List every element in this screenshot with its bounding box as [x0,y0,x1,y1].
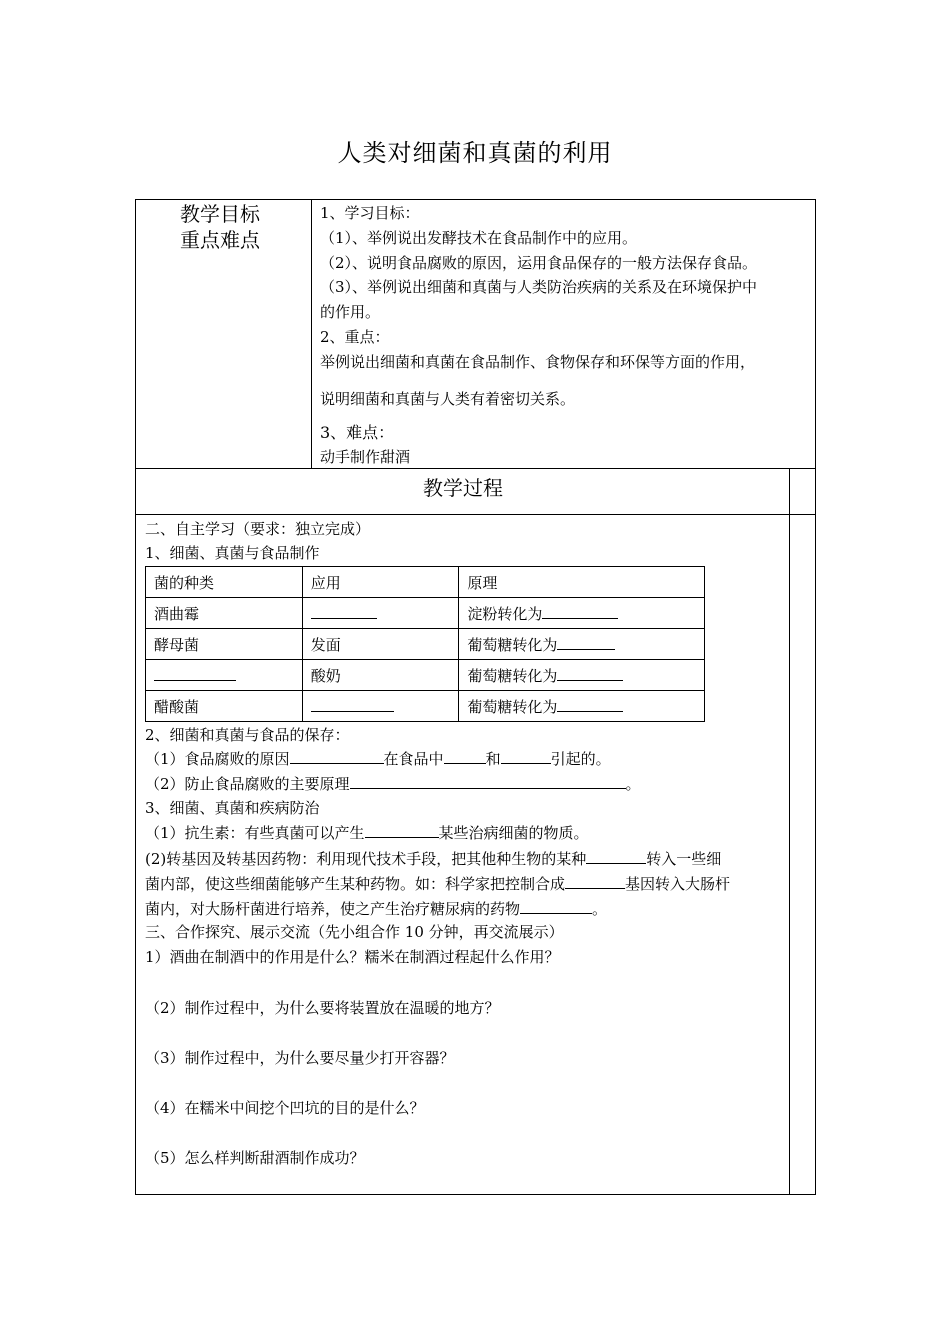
table-row [146,691,705,722]
blank-field[interactable] [146,660,303,691]
table-cell [459,629,705,660]
table-cell: 醋酸菌 [146,691,303,722]
line-text: 。 [592,900,608,918]
cell-text: 淀粉转化为 [467,604,543,623]
table-header-row [146,567,705,598]
key-point-1: 举例说出细菌和真菌在食品制作、食物保存和环保等方面的作用， [320,353,756,371]
objectives-label-1: 教学目标 [180,202,260,226]
table-row [146,598,705,629]
table-cell [459,660,705,691]
table-cell: 酸奶 [302,660,459,691]
line-text: 菌内，对大肠杆菌进行培养，使之产生治疗糖尿病的药物 [145,900,521,918]
spoilage-cause-line [145,749,611,769]
question-2: （2）制作过程中，为什么要将装置放在温暖的地方？ [145,999,500,1017]
table-cell: 发面 [302,629,459,660]
cell-text: 葡萄糖转化为 [467,697,558,716]
table-row [146,660,705,691]
table-header-cell: 应用 [302,567,459,598]
blank-field[interactable] [290,749,384,764]
blank-field[interactable] [365,823,439,838]
cell-text: 葡萄糖转化为 [467,666,558,685]
question-1: 1）酒曲在制酒中的作用是什么？糯米在制酒过程起什么作用？ [145,948,560,966]
line-text: 某些治病细菌的物质。 [438,824,589,842]
line-text: （1）食品腐败的原因 [145,750,290,768]
line-text: 基因转入大肠杆 [625,875,731,893]
table-cell [459,691,705,722]
blank-field[interactable] [586,849,646,864]
blank-field[interactable] [302,691,459,722]
question-4: （4）在糯米中间挖个凹坑的目的是什么？ [145,1099,425,1117]
disease-prevention-heading: 3、细菌、真菌和疾病防治 [145,799,320,817]
food-making-heading: 1、细菌、真菌与食品制作 [145,544,320,562]
line-text: （2）防止食品腐败的主要原理 [145,775,350,793]
line-text: 和 [485,750,501,768]
blank-field[interactable] [557,697,623,712]
row-divider-1 [135,468,815,469]
line-text: 转入一些细 [646,850,722,868]
cell-text: 葡萄糖转化为 [467,635,558,654]
line-text: 引起的。 [550,750,611,768]
microbe-table [145,566,705,722]
blank-field[interactable] [520,899,592,914]
blank-field[interactable] [350,774,626,789]
antibiotic-line [145,823,589,843]
line-text: （1）抗生素：有些真菌可以产生 [145,824,365,842]
document-title: 人类对细菌和真菌的利用 [337,139,613,167]
objectives-divider [311,199,312,468]
table-header-cell: 菌的种类 [146,567,303,598]
narrow-column-divider [789,468,790,1194]
cooperative-heading: 三、合作探究、展示交流（先小组合作 10 分钟，再交流展示） [145,923,564,941]
table-row [146,629,705,660]
blank-field[interactable] [565,874,625,889]
blank-field[interactable] [557,635,615,650]
line-text: 。 [625,775,641,793]
blank-field[interactable] [444,749,486,764]
row-divider-2 [135,514,815,515]
table-cell [459,598,705,629]
learning-goal-3: （3）、举例说出细菌和真菌与人类防治疾病的关系及在环境保护中 [320,278,758,296]
key-point-2: 说明细菌和真菌与人类有着密切关系。 [320,390,576,408]
table-cell: 酒曲霉 [146,598,303,629]
blank-field[interactable] [501,749,551,764]
transgenic-line-1 [145,849,721,869]
prevention-line [145,774,641,794]
question-3: （3）制作过程中，为什么要尽量少打开容器？ [145,1049,455,1067]
line-text: (2)转基因及转基因药物：利用现代技术手段，把其他种生物的某种 [145,850,587,868]
learning-goal-3-cont: 的作用。 [320,303,381,321]
objectives-label-2: 重点难点 [180,228,260,252]
learning-goal-1: （1）、举例说出发酵技术在食品制作中的应用。 [320,229,638,247]
question-5: （5）怎么样判断甜酒制作成功？ [145,1149,365,1167]
self-study-heading: 二、自主学习（要求：独立完成） [145,520,371,538]
blank-field[interactable] [302,598,459,629]
difficulty-heading: 3、难点： [320,423,395,442]
blank-field[interactable] [542,604,618,619]
blank-field[interactable] [557,666,623,681]
transgenic-line-3 [145,899,607,919]
table-cell: 酵母菌 [146,629,303,660]
learning-goal-2: （2）、说明食品腐败的原因，运用食品保存的一般方法保存食品。 [320,254,758,272]
line-text: 在食品中 [383,750,444,768]
table-header-cell: 原理 [459,567,705,598]
learning-goals-heading: 1、学习目标： [320,204,420,222]
transgenic-line-2 [145,874,730,894]
key-points-heading: 2、重点： [320,328,390,346]
difficulty-1: 动手制作甜酒 [320,448,411,466]
process-heading: 教学过程 [423,476,503,500]
food-preservation-heading: 2、细菌和真菌与食品的保存： [145,726,350,744]
line-text: 菌内部，使这些细菌能够产生某种药物。如：科学家把控制合成 [145,875,566,893]
